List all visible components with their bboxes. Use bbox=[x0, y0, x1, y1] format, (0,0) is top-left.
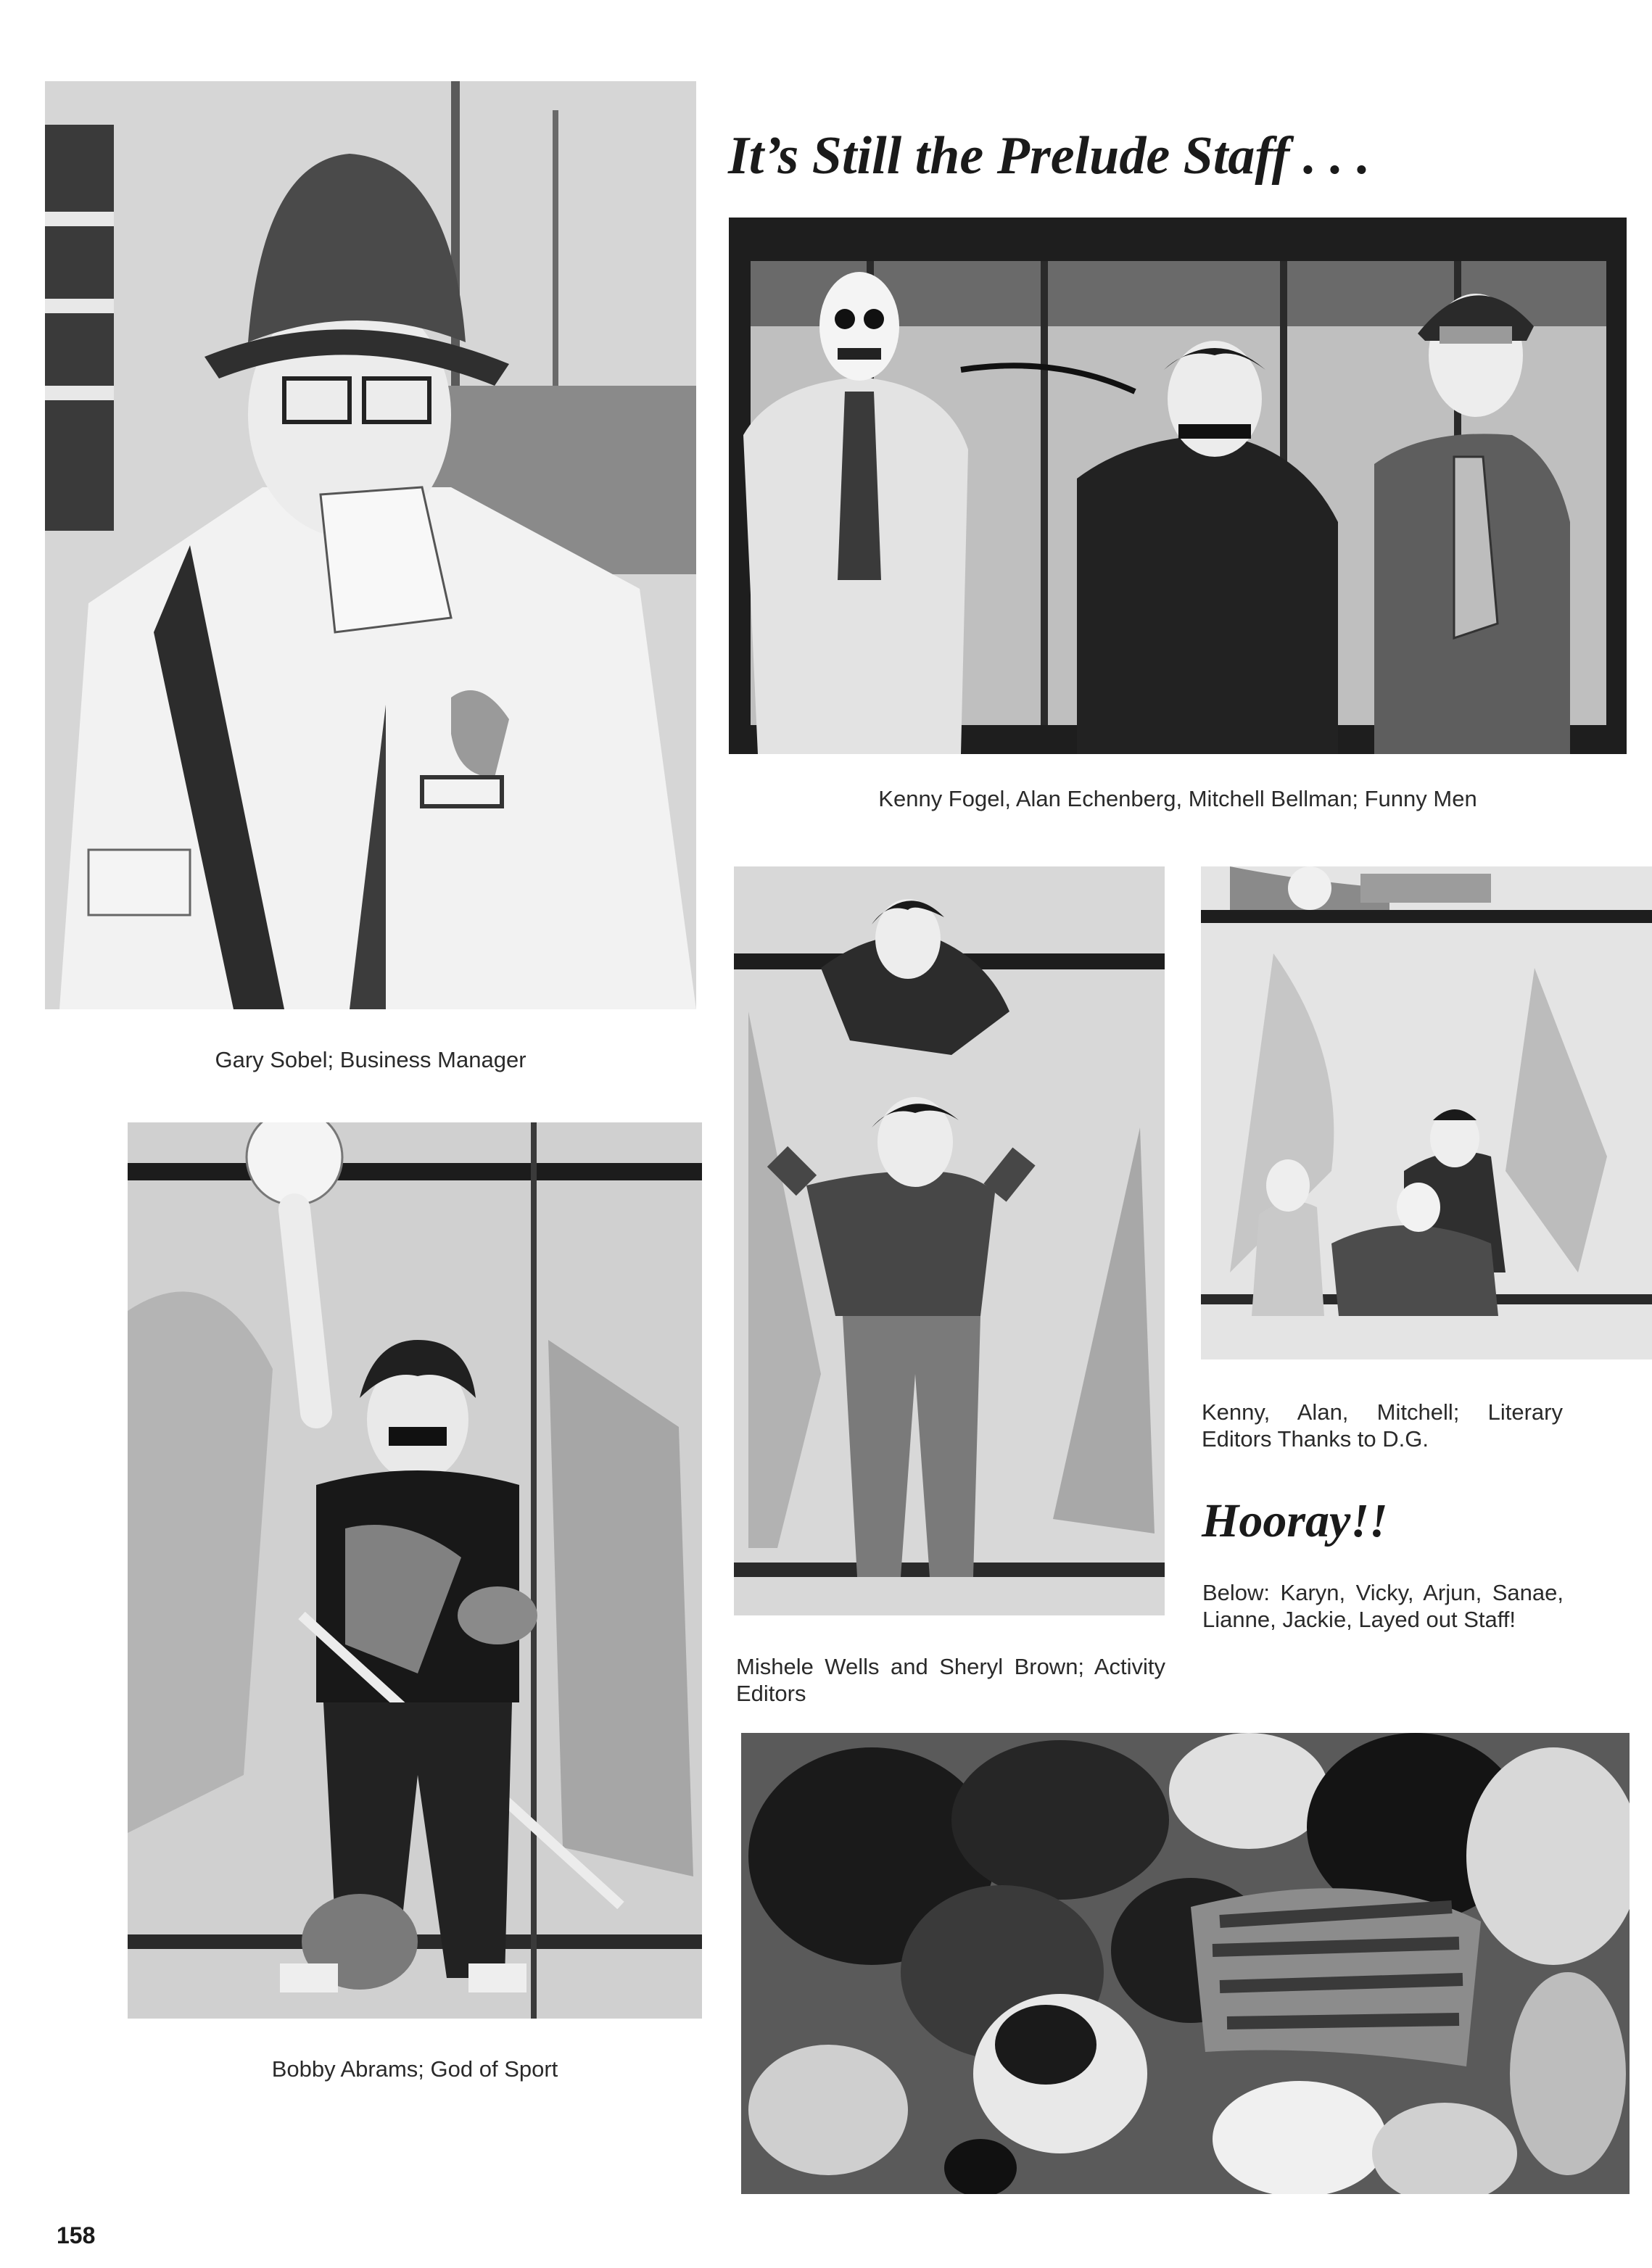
photo-funny-men-image bbox=[729, 218, 1627, 754]
page-number: 158 bbox=[57, 2222, 96, 2248]
caption-gary-sobel: Gary Sobel; Business Manager bbox=[215, 1047, 526, 1072]
caption-layout-staff: Below: Karyn, Vicky, Arjun, Sanae, Lianne, Jackie, Layed out Staff! bbox=[1202, 1580, 1564, 1632]
photo-literary-editors bbox=[1201, 866, 1652, 1359]
page-headline: It’s Still the Prelude Staff . . . bbox=[728, 126, 1371, 186]
photo-activity-editors-image bbox=[734, 866, 1165, 1615]
page-subheadline: Hooray!! bbox=[1202, 1494, 1388, 1547]
photo-layout-staff-image bbox=[741, 1733, 1630, 2194]
photo-literary-editors-image bbox=[1201, 866, 1652, 1359]
photo-gary-sobel bbox=[45, 81, 696, 1009]
photo-gary-sobel-image bbox=[45, 81, 696, 1009]
caption-bobby-abrams: Bobby Abrams; God of Sport bbox=[271, 2056, 558, 2082]
photo-layout-staff bbox=[741, 1733, 1630, 2194]
photo-activity-editors bbox=[734, 866, 1165, 1615]
photo-bobby-abrams bbox=[128, 1122, 702, 2019]
photo-funny-men bbox=[729, 218, 1627, 754]
caption-funny-men: Kenny Fogel, Alan Echenberg, Mitchell Bellman; Funny Men bbox=[878, 786, 1477, 811]
photo-bobby-abrams-image bbox=[128, 1122, 702, 2019]
caption-activity-editors: Mishele Wells and Sheryl Brown; Activity Editors bbox=[736, 1654, 1165, 1706]
caption-literary-editors: Kenny, Alan, Mitchell; Literary Editors Thanks to D.G. bbox=[1202, 1399, 1563, 1452]
